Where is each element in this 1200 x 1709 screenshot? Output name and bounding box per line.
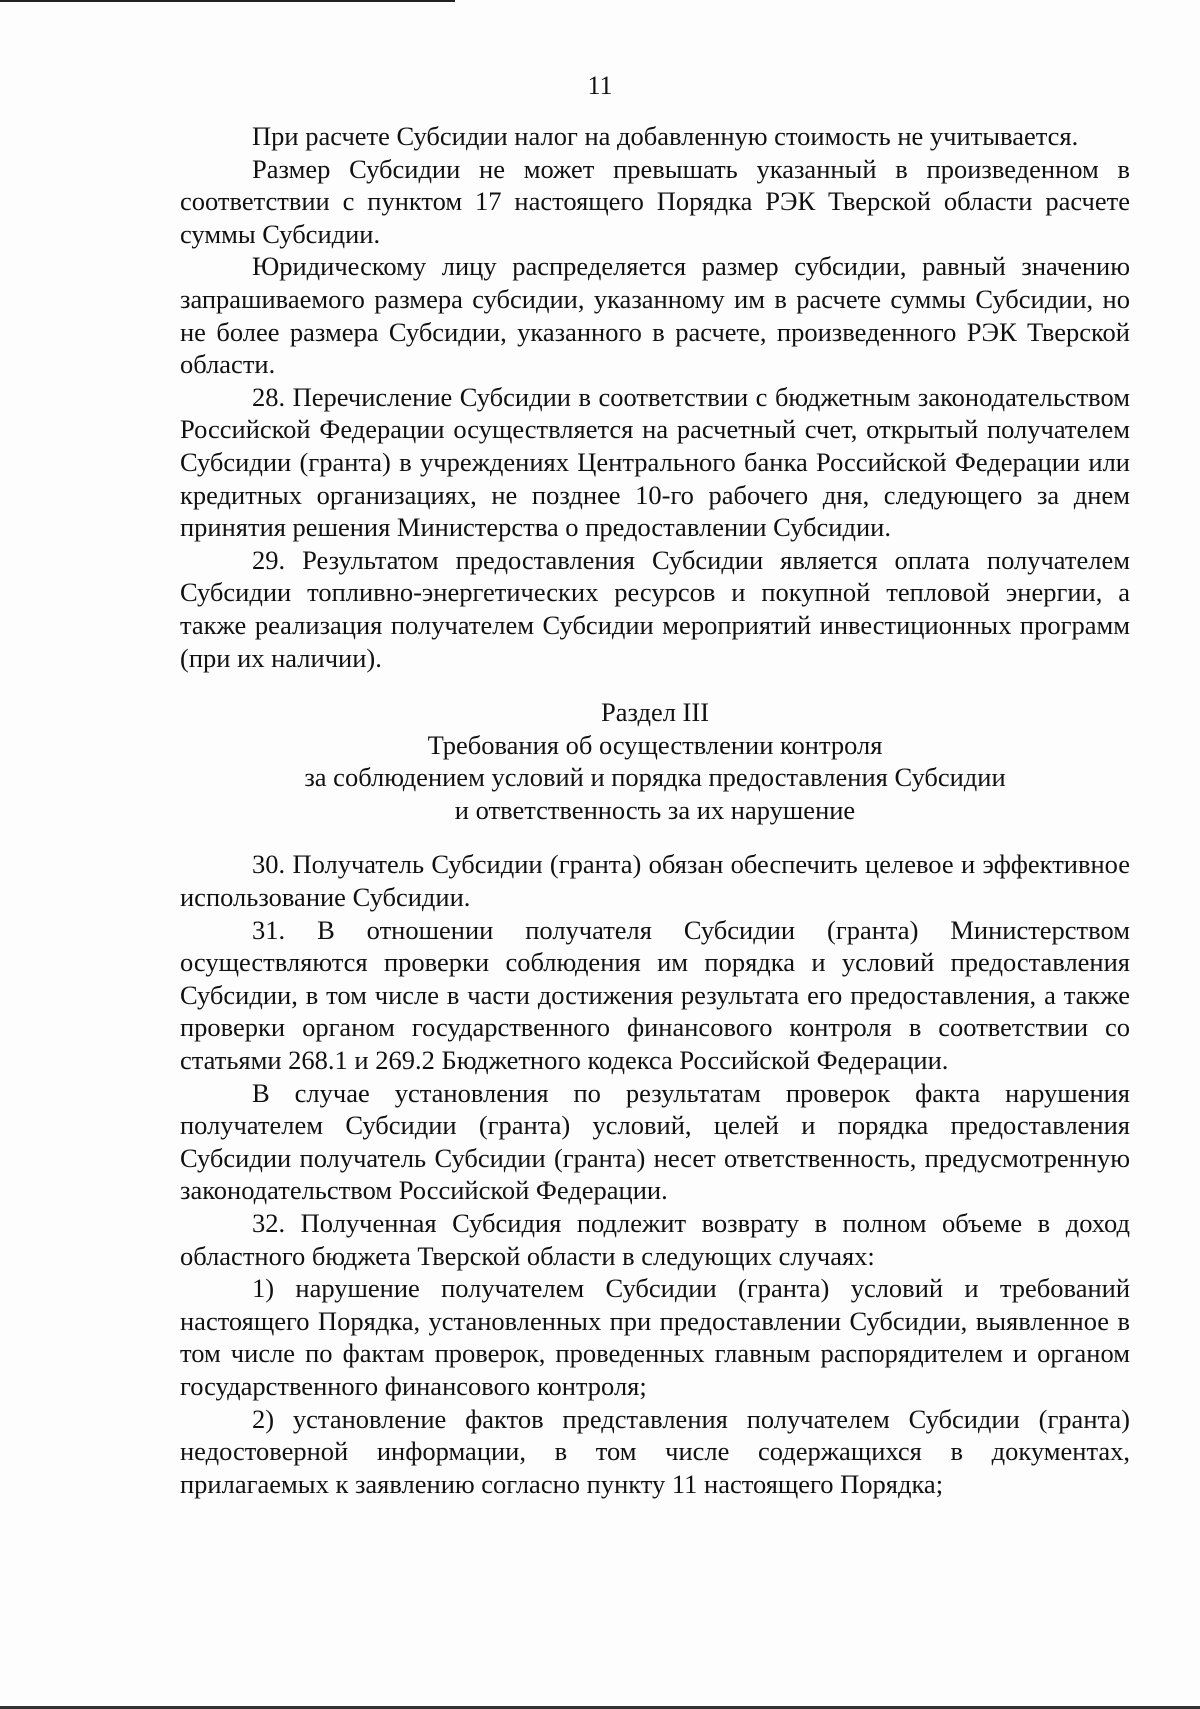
section-number: Раздел III: [600, 697, 710, 728]
section-heading: [180, 696, 1130, 826]
document-body: [180, 120, 1130, 1500]
page-number: 11: [587, 71, 613, 100]
section-title-line-3: и ответственность за их нарушение: [454, 794, 856, 825]
paragraph-vat-note: При расчете Субсидии налог на добавленную стоимость не учитывается.: [252, 121, 1079, 151]
paragraph-item-30: 30. Получатель Субсидии (гранта) обязан обеспечить целевое и эффективное использование Субсидии.: [180, 849, 1130, 913]
section-title-line-2: за соблюдением условий и порядка предоставления Субсидии: [304, 762, 1006, 793]
paragraph-item-28: 28. Перечисление Субсидии в соответствии с бюджетным законодательством Российской Федерации осуществляется на расчетный счет, открытый получателем Субсидии (гранта) в учреждениях Центрального банка Российской Федерации или кредитных организациях, не позднее 10-го рабочего дня, следующего за днем принятия решения Министерства о предоставлении Субсидии.: [180, 381, 1130, 543]
section-title-line-1: Требования об осуществлении контроля: [427, 729, 883, 760]
paragraph-legal-entity: Юридическому лицу распределяется размер субсидии, равный значению запрашиваемого размера субсидии, указанному им в расчете суммы Субсидии, но не более размера Субсидии, указанного в расчете, произведенного РЭК Тверской области.: [180, 251, 1130, 380]
paragraph-subitem-1: 1) нарушение получателем Субсидии (гранта) условий и требований настоящего Порядка, установленных при предоставлении Субсидии, выявленное в том числе по фактам проверок, проведенных главным распорядителем и органом государственного финансового контроля;: [180, 1273, 1130, 1401]
paragraph-item-29: 29. Результатом предоставления Субсидии является оплата получателем Субсидии топливно-энергетических ресурсов и покупной тепловой энергии, а также реализация получателем Субсидии мероприятий инвестиционных программ (при их наличии).: [180, 544, 1130, 673]
paragraph-subitem-2: 2) установление фактов представления получателем Субсидии (гранта) недостоверной информации, в том числе содержащихся в документах, прилагаемых к заявлению согласно пункту 11 настоящего Порядка;: [180, 1403, 1130, 1499]
paragraph-subsidy-limit: Размер Субсидии не может превышать указанный в произведенном в соответствии с пунктом 17 настоящего Порядка РЭК Тверской области расчете суммы Субсидии.: [180, 153, 1130, 249]
scan-edge-top: [0, 0, 455, 2]
paragraph-violation-responsibility: В случае установления по результатам проверок факта нарушения получателем Субсидии (гранта) условий, целей и порядка предоставления Субсидии получатель Субсидии (гранта) несет ответственность, предусмотренную законодательством Российской Федерации.: [180, 1077, 1130, 1206]
paragraph-item-32: 32. Полученная Субсидия подлежит возврату в полном объеме в доход областного бюджета Тверской области в следующих случаях:: [180, 1208, 1130, 1271]
paragraph-item-31: 31. В отношении получателя Субсидии (гранта) Министерством осуществляются проверки соблюдения им порядка и условий предоставления Субсидии, в том числе в части достижения результата его предоставления, а также проверки органом государственного финансового контроля в соответствии со статьями 268.1 и 269.2 Бюджетного кодекса Российской Федерации.: [180, 914, 1130, 1076]
